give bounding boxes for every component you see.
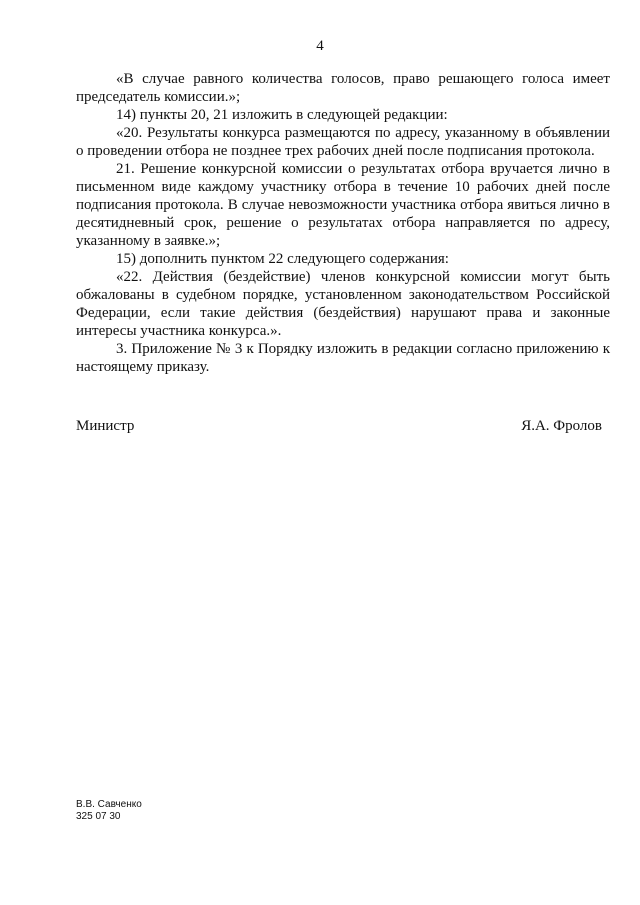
page-number: 4 bbox=[316, 38, 324, 54]
paragraph: 21. Решение конкурсной комиссии о результатах отбора вручается лично в письменном виде каждому участнику отбора в течение 10 рабочих дней после подписания протокола. В случае невозможности участника отбора явиться лично в десятидневный срок, решение о результатах отбора направляется по адресу, указанному в заявке.»; bbox=[76, 161, 610, 249]
paragraph: «В случае равного количества голосов, право решающего голоса имеет председатель комиссии.»; bbox=[76, 71, 610, 105]
signatory-position: Министр bbox=[76, 418, 135, 434]
paragraph: 15) дополнить пунктом 22 следующего содержания: bbox=[116, 251, 449, 267]
paragraph: «22. Действия (бездействие) членов конкурсной комиссии могут быть обжалованы в судебном порядке, установленном законодательством Российской Федерации, если такие действия (бездействия) нарушают права и законные интересы участника конкурса.». bbox=[76, 269, 610, 339]
executor-phone: 325 07 30 bbox=[76, 811, 121, 822]
paragraph: «20. Результаты конкурса размещаются по адресу, указанному в объявлении о проведении отбора не позднее трех рабочих дней после подписания протокола. bbox=[76, 125, 610, 159]
executor-name: В.В. Савченко bbox=[76, 799, 142, 810]
executor-info bbox=[76, 799, 142, 823]
paragraph: 14) пункты 20, 21 изложить в следующей редакции: bbox=[116, 107, 448, 123]
document-body bbox=[76, 70, 610, 376]
paragraph: 3. Приложение № 3 к Порядку изложить в редакции согласно приложению к настоящему приказу. bbox=[76, 341, 610, 375]
signatory-name: Я.А. Фролов bbox=[521, 418, 602, 434]
signature-block bbox=[76, 418, 602, 435]
